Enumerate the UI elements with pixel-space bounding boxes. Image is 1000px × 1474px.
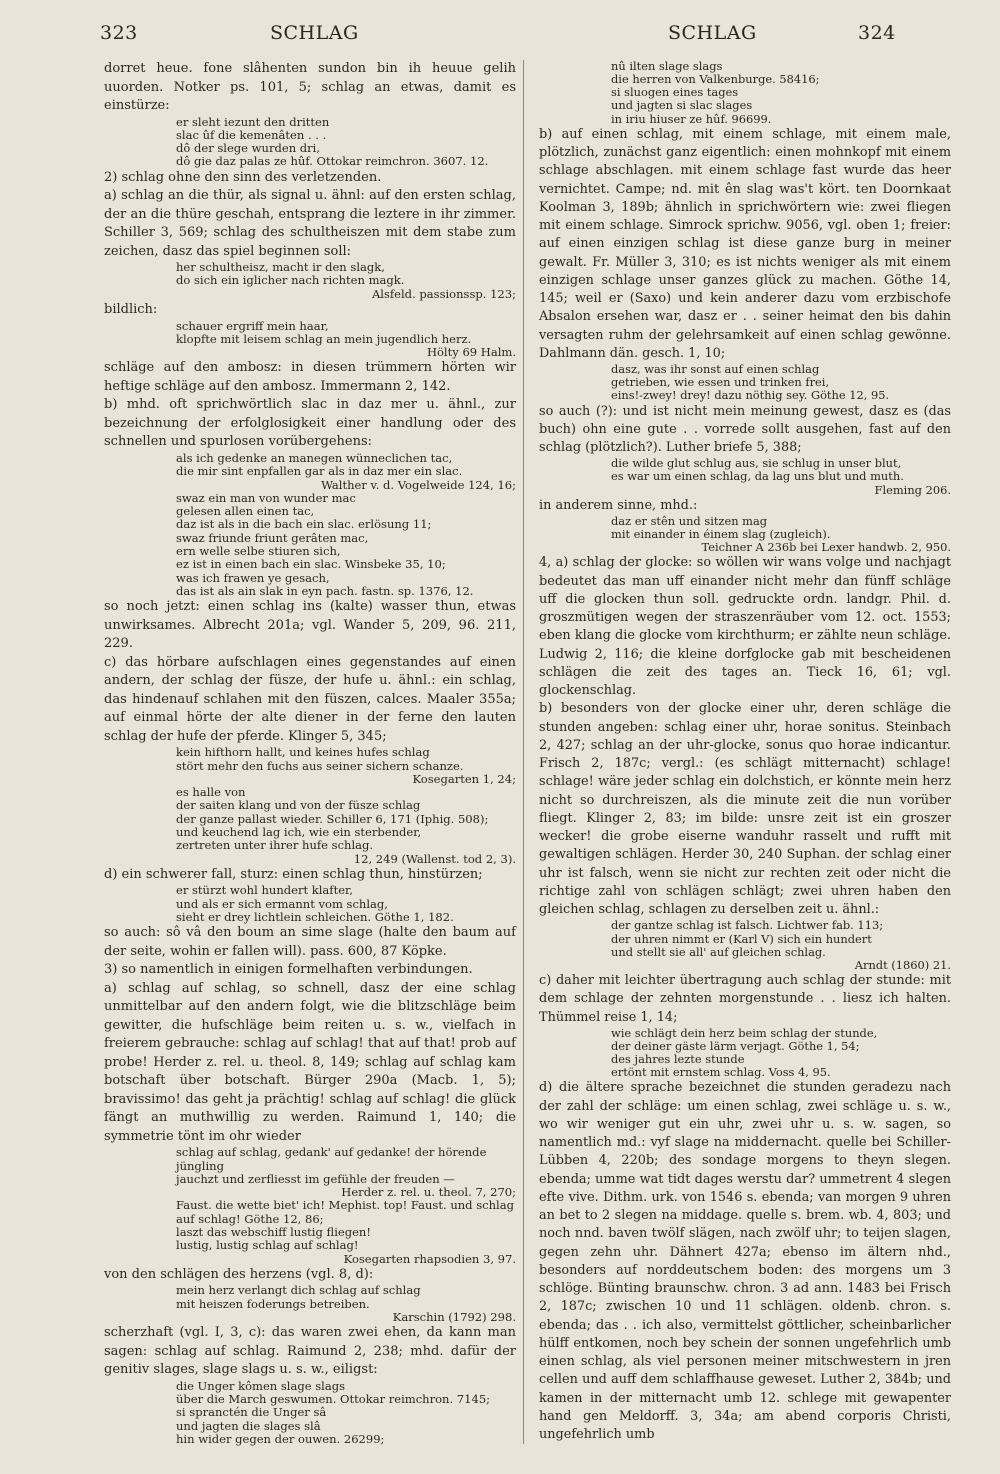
verse-quote [104,1146,516,1186]
verse-quote [539,919,951,958]
verse-quote [104,452,516,479]
right-column [539,60,951,1444]
verse-line: es war um einen schlag, da lag uns blut und muth. [611,469,904,484]
verse-line: die mir sint enpfallen gar als in daz mer ein slac. [176,464,463,479]
verse-line: der saiten klang und von der füsze schlag [176,798,421,813]
verse-quote [539,457,951,483]
citation-source: Walther v. d. Vogelweide 124, 16; [321,477,516,492]
verse-line: ez ist in einen bach ein slac. Winsbeke 35, 10; [176,557,446,572]
paragraph: b) auf einen schlag, mit einem schlage, mit einem male, plötzlich, zunächst ganz eigentlich: einen mohnkopf mit einem schlage abschlagen. mit einem schlage fast wurde das heer vernichtet. Campe; nd. mit ên slag was't kört. ten Doornkaat Koolman 3, 189b; ähnlich in sprichwörtern wie: zwei fliegen mit einem schlage. Simrock sprichw. 9056, vgl. oben 1; freier: auf einen einzigen schlag ist diese ganze burg in meiner gewalt. Fr. Müller 3, 310; es ist nichts weniger als mit einem einzigen schlage unser ganzes glück zu machen. Göthe 14, 145; weil er (Saxo) und kein anderer dazu vom erzbischofe Absalon ersehen war, dasz er . . seiner heimat den bis dahin versagten ruhm der gelehrsamkeit auf einen schlag gewönne. Dahlmann dän. gesch. 1, 10; [539,126,951,361]
verse-line: der gantze schlag ist falsch. Lichtwer fab. 113; [611,918,884,933]
paragraph: dorret heue. fone slâhenten sundon bin ih heuue gelih uuorden. Notker ps. 101, 5; schlag an etwas, damit es einstürze: [104,61,516,113]
citation-source: Alsfeld. passionssp. 123; [371,286,516,301]
paragraph: bildlich: [104,302,158,318]
verse-line: was ich frawen ye gesach, [176,570,330,585]
verse-line: es halle von [176,785,246,800]
paragraph: so auch: sô vâ den boum an sime slage (halte den baum auf der seite, wohin er fallen will). pass. 600, 87 Köpke. [104,925,516,959]
verse-line: die herren von Valkenburge. 58416; [611,72,820,87]
verse-line: der uhren nimmt er (Karl V) sich ein hundert [611,931,872,946]
verse-line: er sleht iezunt den dritten [176,114,330,129]
page-number-right: 324 [858,22,896,44]
verse-line: und jagten si slac slages [611,98,753,113]
verse-line: dô der slege wurden dri, [176,141,321,156]
paragraph: in anderem sinne, mhd.: [539,497,698,513]
verse-line: dô gie daz palas ze hûf. Ottokar reimchron. 3607. 12. [176,154,489,169]
verse-line: er stürzt wohl hundert klafter, [176,883,353,898]
verse-line: schlag auf schlag, gedank' auf gedanke! der hörende jüngling [176,1145,487,1173]
running-title-left: SCHLAG [270,22,359,44]
verse-line: und stellt sie all' auf gleichen schlag. [611,944,826,959]
verse-quote [104,116,516,169]
verse-line: mein herz verlangt dich schlag auf schlag [176,1283,421,1298]
verse-line: der ganze pallast wieder. Schiller 6, 171 (Iphig. 508); [176,811,489,826]
verse-line: sieht er drey lichtlein schleichen. Göthe 1, 182. [176,910,454,924]
citation-source: Herder z. rel. u. theol. 7, 270; [341,1185,516,1200]
paragraph: c) daher mit leichter übertragung auch schlag der stunde: mit dem schlage der zehnten morgenstunde . . liesz ich halten. Thümmel reise 1, 14; [539,973,951,1025]
verse-line: do sich ein iglicher nach richten magk. [176,273,405,288]
verse-line: jauchzt und zerfliesst im gefühle der freuden — [176,1171,455,1186]
citation-source: Hölty 69 Halm. [426,345,516,360]
verse-quote [104,1226,516,1253]
citation-source: 12, 249 (Wallenst. tod 2, 3). [353,851,516,866]
verse-line: ertönt mit ernstem schlag. Voss 4, 95. [611,1065,831,1080]
citation-source: Arndt (1860) 21. [854,957,951,972]
verse-line: mit heiszen foderungs betreiben. [176,1296,370,1311]
verse-line: nû ilten slage slags [611,59,723,73]
paragraph: von den schlägen des herzens (vgl. 8, d): [104,1266,374,1282]
verse-line: swaz ein man von wunder mac [176,490,356,505]
verse-line: der deiner gäste lärm verjagt. Göthe 1, 54; [611,1038,860,1053]
paragraph: b) besonders von der glocke einer uhr, deren schläge die stunden angeben: schlag einer uhr, horae sonitus. Steinbach 2, 427; schlag an der uhr-glocke, sonus quo horae indicantur. Frisch 2, 187c; vergl.: (es schlägt mitternacht) schlage! schlage! wäre jeder schlag ein dolchstich, er könnte mein herz nicht so durchreiszen, als die minute zeit die nun vorüber fliegt. Klinger 2, 83; im bilde: unsre zeit ist ein groszer wecker! die grobe eiserne wanduhr rasselt und rufft mit gewaltigen schlägen. Herder 30, 240 Suphan. der schlag einer uhr ist falsch, wenn sie nicht zur rechten zeit oder nicht die richtige zahl von schlägen schlägt; zwei uhren haben den gleichen schlag, schlagen zu derselben zeit u. ähnl.: [539,701,951,918]
paragraph: schläge auf den ambosz: in diesen trümmern hörten wir heftige schläge auf den ambosz. Immermann 2, 142. [104,360,516,394]
verse-line: schauer ergriff mein haar, [176,318,329,333]
verse-quote [539,1027,951,1080]
verse-quote [539,363,951,402]
verse-line: si sluogen eines tages [611,85,739,100]
verse-line: klopfte mit leisem schlag an mein jugendlich herz. [176,331,472,346]
verse-quote [539,515,951,541]
running-title-right: SCHLAG [668,22,757,44]
paragraph: 4, a) schlag der glocke: so wöllen wir wans volge und nachjagt bedeutet das man uff einander nicht mehr dan fünff schläge uff die glocken thun soll. gedruckte ordn. landgr. Phil. d. groszmütigen wegen der straszenräuber vom 12. oct. 1553; eben klang die glocke vom kirchthurm; er zählte neun schläge. Ludwig 2, 116; die kleine dorfglocke gab mit bescheidenen schlägen die zeit des tages an. Tieck 16, 61; vgl. glockenschlag. [539,555,951,699]
verse-line: Faust. die wette biet' ich! Mephist. top! Faust. und schlag [176,1198,514,1213]
verse-line: und jagten die slages slâ [176,1418,321,1433]
paragraph: b) mhd. oft sprichwörtlich slac in daz mer u. ähnl., zur bezeichnung der erfolglosigkeit einer handlung oder des schnellen und spurlosen vorübergehens: [104,397,516,450]
verse-quote [539,60,951,126]
paragraph: d) die ältere sprache bezeichnet die stunden geradezu nach der zahl der schläge: um einen schlag, zwei schläge u. s. w., wo wir weniger gut ein uhr, zwei uhr u. s. w. sagen, so namentlich md.: vyf slage na middernacht. quelle bei Schiller-Lübben 4, 220b; des sondage morgens to theyn slegen. ebenda; umme wat tidt dages werstu dar? ummetrent 4 slegen efte vive. Dithm. urk. von 1546 s. ebenda; van morgen 9 uhren an bet to 2 slegen na middage. quelle s. brem. wb. 4, 803; und noch nnd. baven twölf slägen, nach zwölf uhr; to teijen slagen, gegen zehn uhr. Dähnert 427a; ebenso im ältern nhd., besonders auf norddeutschem boden: des morgens um 3 schlöge. Bünting braunschw. chron. 3 ad ann. 1483 bei Frisch 2, 187c; zwischen 10 und 11 schlägen. oldenb. chron. s. ebenda; das . . ich also, vermittelst göttlicher, scheinbarlicher hülff entkomen, noch bey schein der sonnen ungefehrlich umb einen schlag, als viel personen meiner mitschwestern in jren cellen und auff dem schlaffhause geweset. Luther 2, 384b; und kamen in der mitternacht umb 12. schlege mit gewapenter hand gen Meldorff. 3, 34a; am abend corporis Christi, ungefehrlich umb [539,1080,951,1443]
verse-line: die Unger kômen slage slags [176,1378,345,1393]
verse-line: wie schlägt dein herz beim schlag der stunde, [611,1025,878,1040]
citation-source: Kosegarten rhapsodien 3, 97. [343,1251,516,1266]
paragraph: a) schlag an die thür, als signal u. ähnl: auf den ersten schlag, der an die thüre geschah, entsprang die leztere in ihr zimmer. Schiller 3, 569; schlag des schultheiszen mit dem stabe zum zeichen, dasz das spiel beginnen soll: [104,188,516,259]
verse-quote [104,1380,516,1446]
verse-line: laszt das webschiff lustig fliegen! [176,1225,371,1240]
verse-quote [104,884,516,924]
paragraph: scherzhaft (vgl. I, 3, c): das waren zwei ehen, da kann man sagen: schlag auf schlag. Raimund 2, 238; mhd. dafür der genitiv slages, slage slags u. s. w., eiligst: [104,1325,516,1378]
paragraph: 2) schlag ohne den sinn des verletzenden. [104,169,382,185]
verse-line: zertreten unter ihrer hufe schlag. [176,838,374,853]
verse-line: si spranctén die Unger sâ [176,1405,327,1420]
verse-line: dasz, was ihr sonst auf einen schlag [611,362,820,377]
verse-line: hin wider gegen der ouwen. 26299; [176,1432,385,1447]
verse-line: daz er stên und sitzen mag [611,513,768,528]
verse-quote [104,786,516,852]
paragraph: 3) so namentlich in einigen formelhaften verbindungen. [104,962,473,978]
paragraph: so noch jetzt: einen schlag ins (kalte) wasser thun, etwas unwirksames. Albrecht 201a; vgl. Wander 5, 209, 96. 211, 229. [104,599,516,652]
verse-line: und als er sich ermannt vom schlag, [176,896,388,911]
paragraph: d) ein schwerer fall, sturz: einen schlag thun, hinstürzen; [104,866,483,882]
verse-line: die wilde glut schlug aus, sie schlug in unser blut, [611,456,902,471]
citation-source: Teichner A 236b bei Lexer handwb. 2, 950. [701,540,951,555]
verse-line: auf schlag! Göthe 12, 86; [176,1211,324,1226]
citation-source: Karschin (1792) 298. [392,1310,516,1325]
verse-line: mit einander in éinem slag (zugleich). [611,527,831,542]
verse-line: swaz friunde friunt gerâten mac, [176,530,369,545]
verse-line: kein hifthorn hallt, und keines hufes schlag [176,745,430,760]
verse-line: daz ist als in die bach ein slac. erlösung 11; [176,517,432,532]
verse-line: als ich gedenke an manegen wünneclichen tac, [176,450,453,465]
verse-line: und keuchend lag ich, wie ein sterbender, [176,825,422,840]
verse-line: lustig, lustig schlag auf schlag! [176,1238,359,1253]
verse-line: des jahres lezte stunde [611,1052,745,1067]
left-column [104,60,516,1446]
verse-quote [104,1199,516,1226]
verse-line: das ist als ain slak in eyn pach. fastn. sp. 1376, 12. [176,583,474,598]
paragraph: a) schlag auf schlag, so schnell, dasz der eine schlag unmittelbar auf den andern folgt, wie die blitzschläge beim gewitter, die hufschläge beim reiten u. s. w., vielfach in freierem gebrauche: schlag auf schlag! that auf that! prob auf probe! Herder z. rel. u. theol. 8, 149; schlag auf schlag kam botschaft über botschaft. Bürger 290a (Macb. 1, 5); bravissimo! das geht ja prächtig! schlag auf schlag! die glück fängt an muthwillig zu werden. Raimund 1, 140; die symmetrie tönt im ohr wieder [104,980,516,1144]
verse-line: getrieben, wie essen und trinken frei, [611,375,830,390]
paragraph: c) das hörbare aufschlagen eines gegenstandes auf einen andern, der schlag der füsze, der hufe u. ähnl.: ein schlag, das hindenauf schlahen mit den füszen, calces. Maaler 355a; auf einmal hörte der alte diener in der ferne den lauten schlag der hufe der pferde. Klinger 5, 345; [104,654,516,744]
verse-quote [104,746,516,773]
verse-line: über die March geswumen. Ottokar reimchron. 7145; [176,1392,491,1407]
citation-source: Kosegarten 1, 24; [412,771,516,786]
verse-line: gelesen allen einen tac, [176,504,315,519]
verse-quote [104,320,516,347]
verse-line: slac ûf die kemenâten . . . [176,127,327,142]
column-divider [523,60,524,1444]
verse-quote [104,492,516,598]
verse-line: stört mehr den fuchs aus seiner sichern schanze. [176,758,464,773]
page-number-left: 323 [100,22,138,44]
paragraph: so auch (?): und ist nicht mein meinung gewest, dasz es (das buch) ohn eine gute . . vorrede sollt ausgehen, fast auf den schlag (plötzlich?). Luther briefe 5, 388; [539,403,951,455]
verse-quote [104,261,516,288]
verse-line: in iriu hiuser ze hûf. 96699. [611,111,772,126]
citation-source: Fleming 206. [874,482,951,497]
verse-line: eins!-zwey! drey! dazu nöthig sey. Göthe 12, 95. [611,388,890,403]
verse-quote [104,1284,516,1311]
verse-line: ern welle selbe stiuren sich, [176,544,341,559]
verse-line: her schultheisz, macht ir den slagk, [176,260,385,275]
